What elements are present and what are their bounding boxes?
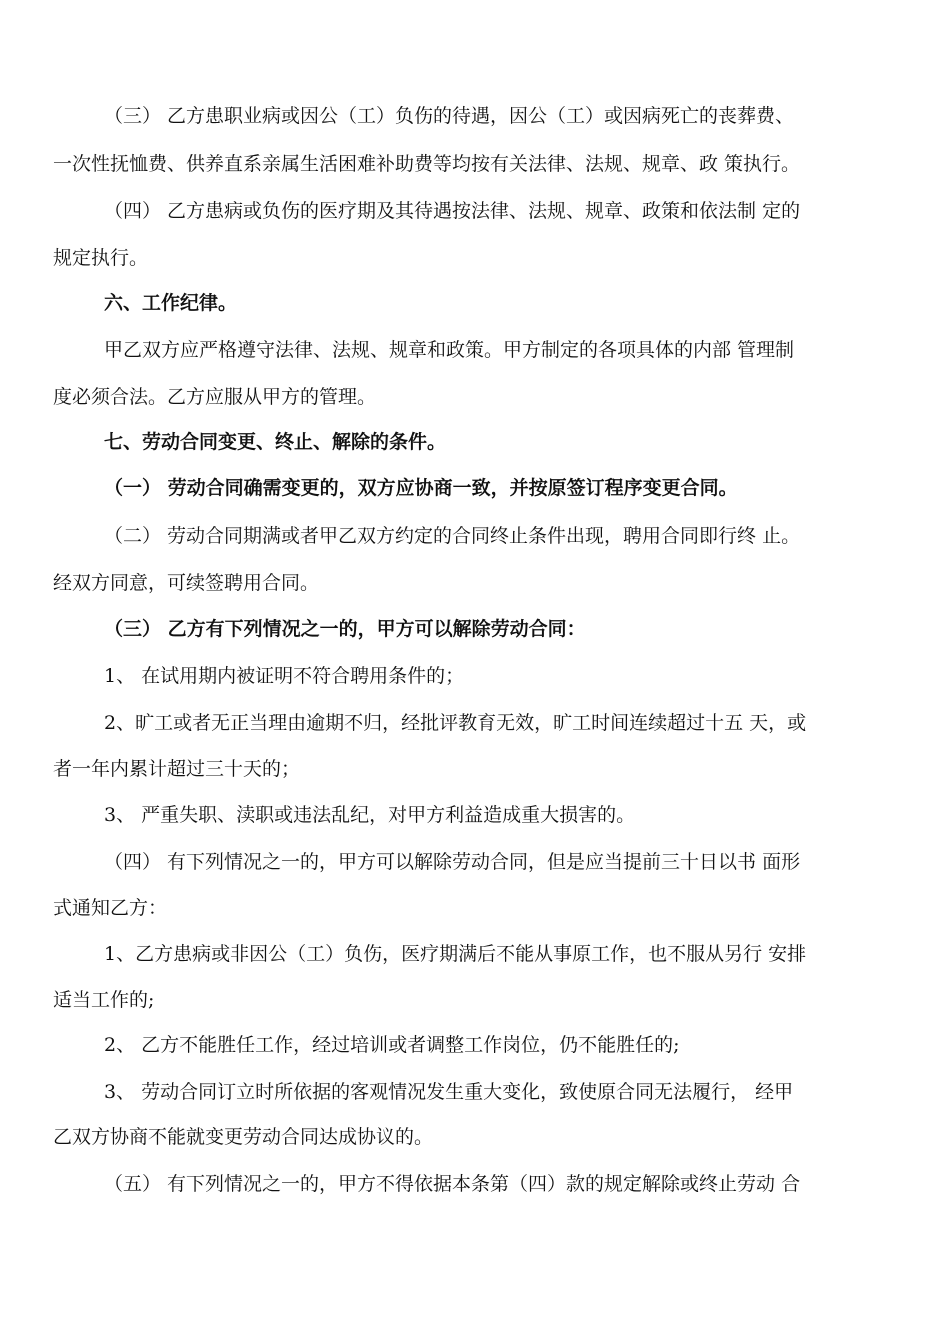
section-heading-7: 七、劳动合同变更、终止、解除的条件。 [104, 431, 447, 453]
paragraph-line-24: （五） 有下列情况之一的，甲方不得依据本条第（四）款的规定解除或终止劳动 合 [104, 1173, 801, 1195]
paragraph-line-4: 规定执行。 [53, 247, 149, 269]
paragraph-line-9: （一） 劳动合同确需变更的，双方应协商一致，并按原签订程序变更合同。 [104, 477, 738, 499]
paragraph-line-17: （四） 有下列情况之一的，甲方可以解除劳动合同，但是应当提前三十日以书 面形 [104, 851, 801, 873]
list-item-2: 2、旷工或者无正当理由逾期不归，经批评教育无效，旷工时间连续超过十五 天，或 [104, 712, 807, 734]
paragraph-line-11: 经双方同意，可续签聘用合同。 [53, 572, 320, 594]
list-item-2-cont: 者一年内累计超过三十天的； [53, 758, 301, 780]
list-item-3: 3、 严重失职、渎职或违法乱纪，对甲方利益造成重大损害的。 [104, 804, 636, 826]
paragraph-line-18: 式通知乙方： [53, 897, 168, 919]
list-item-5: 2、 乙方不能胜任工作，经过培训或者调整工作岗位，仍不能胜任的; [104, 1034, 680, 1056]
list-item-6: 3、 劳动合同订立时所依据的客观情况发生重大变化，致使原合同无法履行， 经甲 [104, 1081, 794, 1103]
paragraph-line-7: 度必须合法。乙方应服从甲方的管理。 [53, 386, 377, 408]
paragraph-line-10: （二） 劳动合同期满或者甲乙双方约定的合同终止条件出现，聘用合同即行终 止。 [104, 525, 801, 547]
list-item-4: 1、乙方患病或非因公（工）负伤，医疗期满后不能从事原工作，也不服从另行 安排 [104, 943, 807, 965]
paragraph-line-1: （三） 乙方患职业病或因公（工）负伤的待遇，因公（工）或因病死亡的丧葬费、 [104, 105, 795, 127]
list-item-6-cont: 乙双方协商不能就变更劳动合同达成协议的。 [53, 1126, 434, 1148]
paragraph-line-2: 一次性抚恤费、供养直系亲属生活困难补助费等均按有关法律、法规、规章、政 策执行。 [53, 153, 801, 175]
list-item-4-cont: 适当工作的; [53, 989, 155, 1011]
paragraph-line-6: 甲乙双方应严格遵守法律、法规、规章和政策。甲方制定的各项具体的内部 管理制 [104, 339, 795, 361]
paragraph-line-3: （四） 乙方患病或负伤的医疗期及其待遇按法律、法规、规章、政策和依法制 定的 [104, 200, 801, 222]
section-heading-6: 六、工作纪律。 [104, 292, 238, 314]
list-item-1: 1、 在试用期内被证明不符合聘用条件的； [104, 665, 465, 687]
paragraph-line-12: （三） 乙方有下列情况之一的，甲方可以解除劳动合同： [104, 618, 586, 640]
